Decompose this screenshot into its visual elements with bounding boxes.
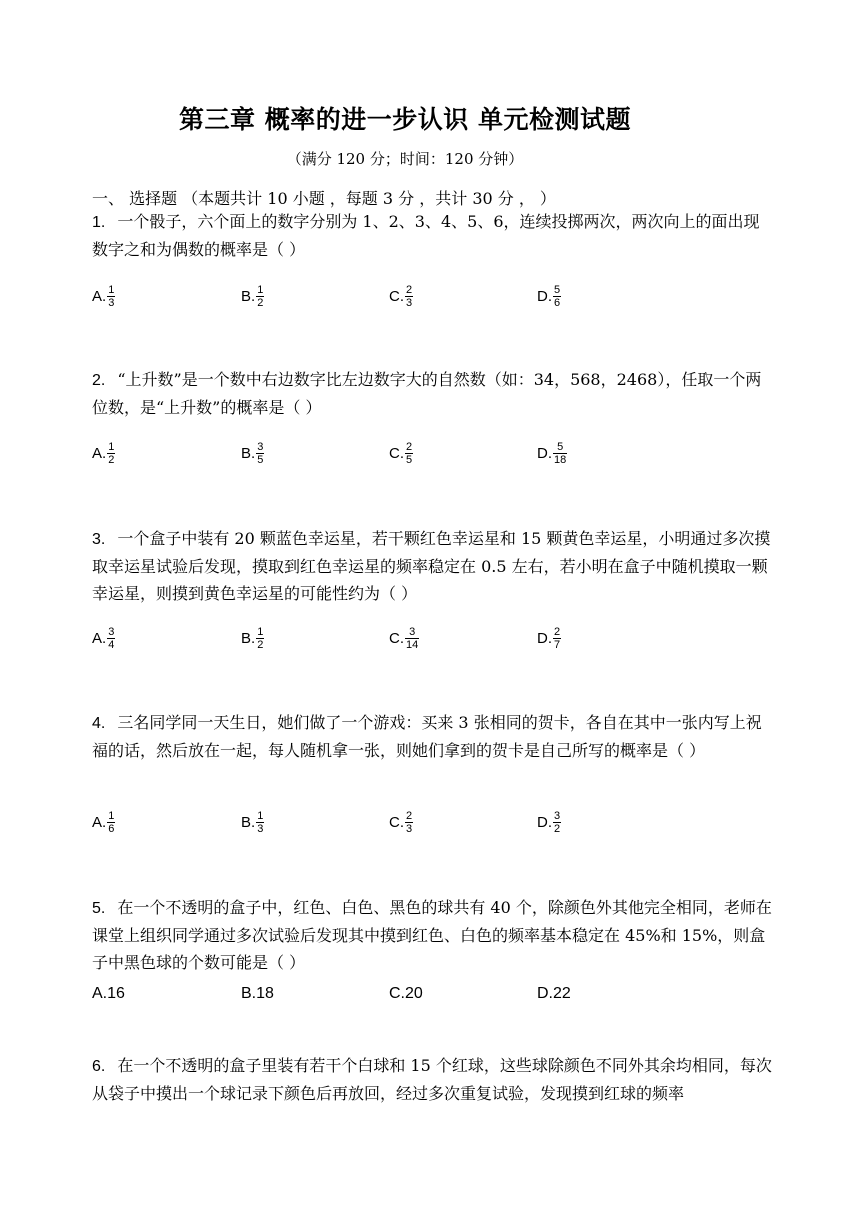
option-a: A. $\frac{3}{4}$	[92, 626, 115, 651]
option-c: C. $\frac{2}{5}$	[389, 441, 413, 466]
section-heading: 一、 选择题 （本题共计 10 小题 ，每题 3 分 ，共计 30 分 ， ）	[92, 189, 556, 208]
fraction: $\frac{1}{2}$	[257, 284, 264, 309]
exam-info: （满分 120 分；时间：120 分钟）	[286, 150, 524, 168]
option-a: A.16	[92, 985, 125, 1002]
option-b: B. $\frac{1}{2}$	[241, 626, 264, 651]
option-b: B. $\frac{3}{5}$	[241, 441, 264, 466]
fraction: $\frac{3}{4}$	[108, 626, 115, 651]
question-5	[92, 894, 772, 976]
question-number: 2.	[92, 372, 106, 389]
option-b: B.18	[241, 985, 274, 1002]
question-text: 在一个不透明的盒子中，红色、白色、黑色的球共有 40 个，除颜色外其他完全相同，老师在课堂上组织同学通过多次试验后发现其中摸到红色、白色的频率基本稳定在 45%和 15%，则盒子中黑色球的个数可能是（ ）	[92, 898, 772, 972]
fraction: $\frac{1}{3}$	[108, 284, 115, 309]
option-b: B. $\frac{1}{2}$	[241, 284, 264, 309]
question-2	[92, 366, 772, 421]
fraction: $\frac{2}{7}$	[554, 626, 561, 651]
options-3	[92, 626, 772, 660]
option-a: A. $\frac{1}{3}$	[92, 284, 115, 309]
fraction: $\frac{5}{6}$	[554, 284, 561, 309]
option-d: D. $\frac{5}{18}$	[537, 441, 567, 466]
question-4	[92, 709, 772, 764]
page-title: 第三章 概率的进一步认识 单元检测试题	[179, 105, 631, 134]
option-d: D.22	[537, 985, 571, 1002]
question-text: 一个骰子，六个面上的数字分别为 1、2、3、4、5、6，连续投掷两次，两次向上的面出现数字之和为偶数的概率是（ ）	[92, 212, 760, 259]
question-text: 三名同学同一天生日，她们做了一个游戏：买来 3 张相同的贺卡，各自在其中一张内写上祝福的话，然后放在一起，每人随机拿一张，则她们拿到的贺卡是自己所写的概率是（ ）	[92, 713, 762, 760]
fraction: $\frac{3}{14}$	[406, 626, 419, 651]
option-a: A. $\frac{1}{2}$	[92, 441, 115, 466]
question-text: 在一个不透明的盒子里装有若干个白球和 15 个红球，这些球除颜色不同外其余均相同，每次从袋子中摸出一个球记录下颜色后再放回，经过多次重复试验，发现摸到红球的频率	[92, 1056, 772, 1103]
options-2	[92, 441, 772, 475]
fraction: $\frac{3}{2}$	[554, 810, 561, 835]
options-1	[92, 284, 772, 318]
fraction: $\frac{2}{3}$	[406, 810, 413, 835]
question-1	[92, 208, 772, 263]
fraction: $\frac{5}{18}$	[554, 441, 567, 466]
question-number: 4.	[92, 715, 106, 732]
option-d: D. $\frac{5}{6}$	[537, 284, 561, 309]
option-c: C. $\frac{3}{14}$	[389, 626, 419, 651]
question-number: 6.	[92, 1058, 106, 1075]
question-number: 1.	[92, 214, 106, 231]
option-c: C. $\frac{2}{3}$	[389, 284, 413, 309]
fraction: $\frac{1}{2}$	[108, 441, 115, 466]
options-4	[92, 810, 772, 844]
question-text: 一个盒子中装有 20 颗蓝色幸运星，若干颗红色幸运星和 15 颗黄色幸运星，小明通过多次摸取幸运星试验后发现，摸取到红色幸运星的频率稳定在 0.5 左右，若小明在盒子中随机摸取一颗幸运星，则摸到黄色幸运星的可能性约为（ ）	[92, 529, 771, 603]
fraction: $\frac{1}{3}$	[257, 810, 264, 835]
option-c: C. $\frac{2}{3}$	[389, 810, 413, 835]
option-a: A. $\frac{1}{6}$	[92, 810, 115, 835]
fraction: $\frac{2}{3}$	[406, 284, 413, 309]
question-6	[92, 1052, 772, 1107]
question-number: 5.	[92, 900, 106, 917]
option-b: B. $\frac{1}{3}$	[241, 810, 264, 835]
options-5	[92, 985, 772, 1019]
question-3	[92, 525, 772, 607]
option-d: D. $\frac{3}{2}$	[537, 810, 561, 835]
fraction: $\frac{3}{5}$	[257, 441, 264, 466]
question-number: 3.	[92, 531, 106, 548]
fraction: $\frac{2}{5}$	[406, 441, 413, 466]
fraction: $\frac{1}{6}$	[108, 810, 115, 835]
option-d: D. $\frac{2}{7}$	[537, 626, 561, 651]
fraction: $\frac{1}{2}$	[257, 626, 264, 651]
option-c: C.20	[389, 985, 423, 1002]
question-text: “上升数”是一个数中右边数字比左边数字大的自然数（如：34，568，2468），任取一个两位数，是“上升数”的概率是（ ）	[92, 370, 762, 417]
